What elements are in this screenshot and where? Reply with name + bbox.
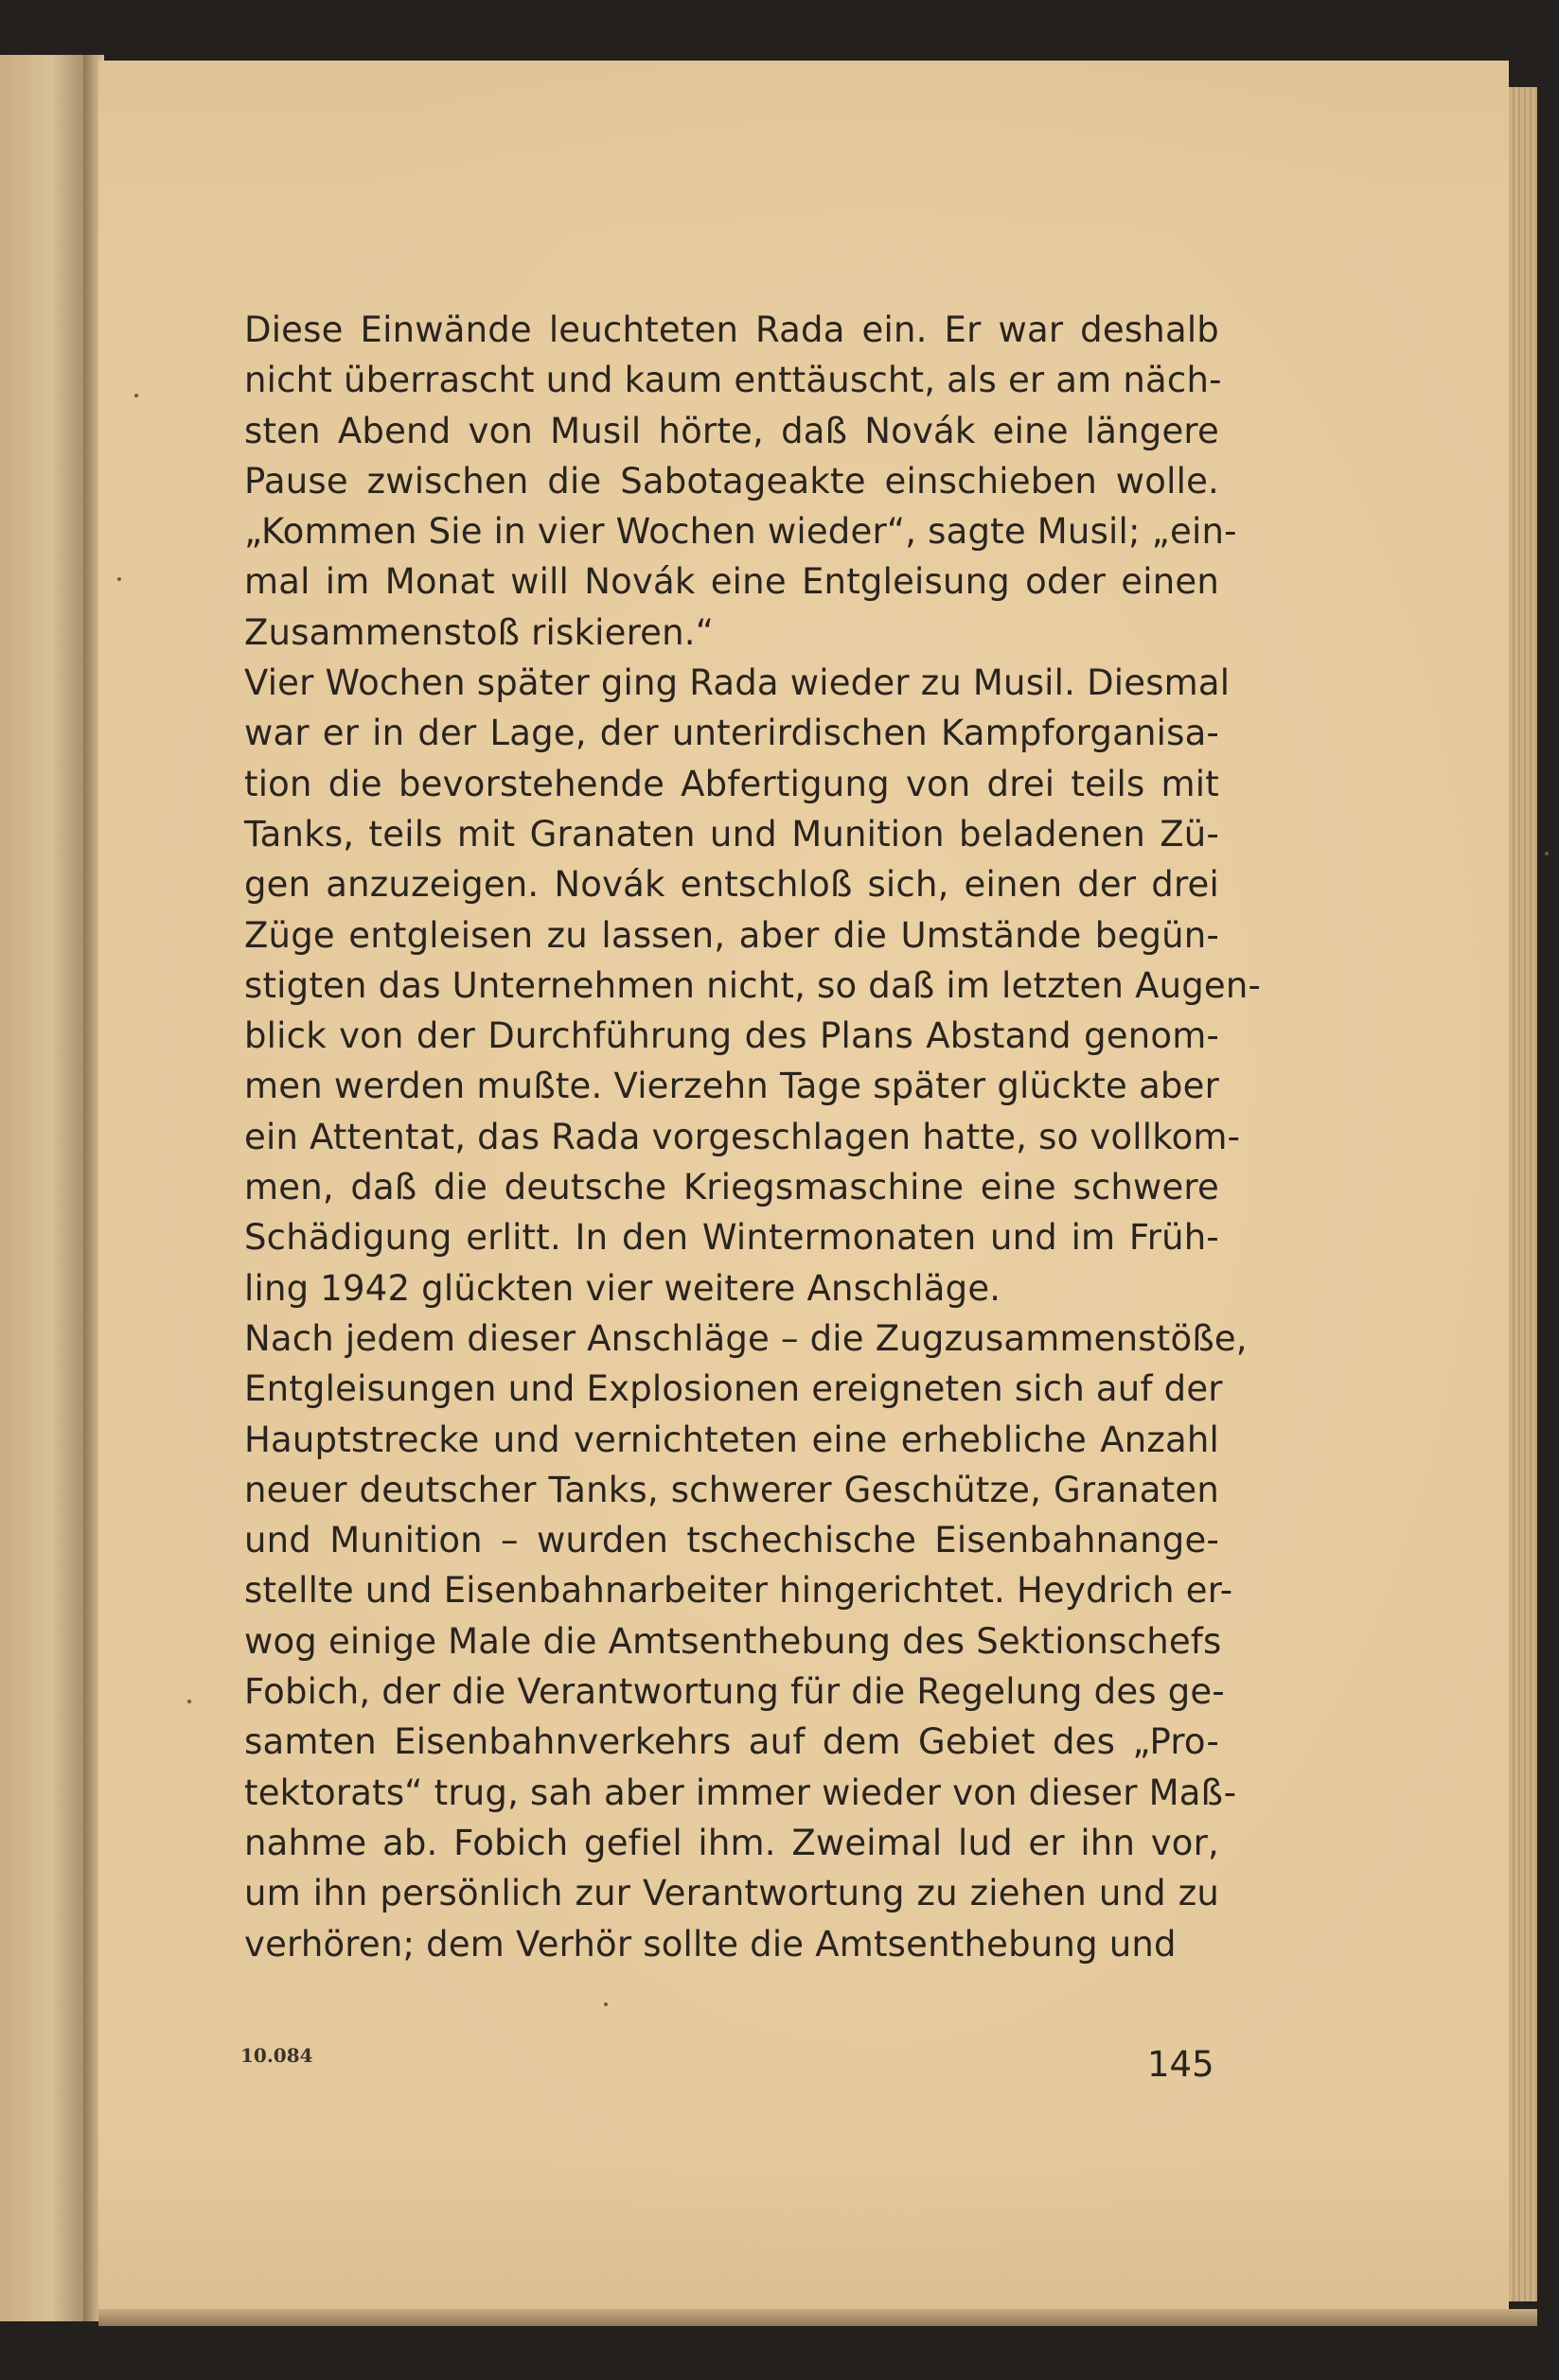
text-line: Hauptstrecke und vernichteten eine erhebliche Anzahl xyxy=(244,1419,1219,1460)
paper-speck xyxy=(134,394,138,397)
left-page-edge xyxy=(0,55,93,2321)
paper-speck xyxy=(187,1700,191,1703)
text-line: tion die bevorstehende Abfertigung von drei teils mit xyxy=(244,763,1219,804)
text-line: Diese Einwände leuchteten Rada ein. Er war deshalb xyxy=(244,309,1219,350)
text-line: nahme ab. Fobich gefiel ihm. Zweimal lud er ihn vor, xyxy=(244,1822,1219,1863)
text-line: Fobich, der die Verantwortung für die Regelung des ge- xyxy=(244,1671,1225,1713)
text-line: Züge entgleisen zu lassen, aber die Umstände begün- xyxy=(244,914,1219,956)
paper-speck xyxy=(117,577,121,581)
text-line: Nach jedem dieser Anschläge – die Zugzusammenstöße, xyxy=(244,1317,1248,1359)
text-line: Pause zwischen die Sabotageakte einschieben wolle. xyxy=(244,460,1219,502)
text-line: „Kommen Sie in vier Wochen wieder“, sagte Musil; „ein- xyxy=(244,511,1237,553)
text-line: blick von der Durchführung des Plans Abstand genom- xyxy=(244,1015,1219,1057)
text-line: Tanks, teils mit Granaten und Munition beladenen Zü- xyxy=(244,813,1219,855)
text-line: nicht überrascht und kaum enttäuscht, als er am näch- xyxy=(244,360,1222,401)
text-line: samten Eisenbahnverkehrs auf dem Gebiet des „Pro- xyxy=(244,1721,1219,1763)
text-line: mal im Monat will Novák eine Entgleisung oder einen xyxy=(244,561,1219,603)
text-line: stigten das Unternehmen nicht, so daß im letzten Augen- xyxy=(244,964,1262,1006)
paper-speck xyxy=(604,2002,608,2006)
text-line: gen anzuzeigen. Novák entschloß sich, einen der drei xyxy=(244,864,1219,906)
page-number: 145 xyxy=(1147,2044,1214,2085)
text-line: war er in der Lage, der unterirdischen Kampforganisa- xyxy=(244,713,1219,754)
page-stack-edges xyxy=(1509,87,1537,2301)
printer-signature: 10.084 xyxy=(240,2044,313,2067)
paper-speck xyxy=(1545,852,1549,855)
text-line: men werden mußte. Vierzehn Tage später glückte aber xyxy=(244,1066,1219,1107)
text-line: Zusammenstoß riskieren.“ xyxy=(244,611,715,653)
text-line: ein Attentat, das Rada vorgeschlagen hatte, so vollkom- xyxy=(244,1116,1241,1157)
text-line: tektorats“ trug, sah aber immer wieder von dieser Maß- xyxy=(244,1772,1237,1813)
text-line: wog einige Male die Amtsenthebung des Sektionschefs xyxy=(244,1620,1222,1662)
page-bottom-edge xyxy=(98,2309,1537,2326)
body-text xyxy=(244,305,1262,1969)
text-line: stellte und Eisenbahnarbeiter hingerichtet. Heydrich er- xyxy=(244,1570,1233,1612)
text-line: sten Abend von Musil hörte, daß Novák eine längere xyxy=(244,410,1219,451)
text-line: men, daß die deutsche Kriegsmaschine eine schwere xyxy=(244,1167,1219,1208)
text-line: um ihn persönlich zur Verantwortung zu ziehen und zu xyxy=(244,1873,1219,1914)
text-line: Schädigung erlitt. In den Wintermonaten und im Früh- xyxy=(244,1217,1219,1259)
text-line: verhören; dem Verhör sollte die Amtsenthebung und xyxy=(244,1923,1177,1965)
text-line: Entgleisungen und Explosionen ereigneten sich auf der xyxy=(244,1368,1223,1410)
text-line: neuer deutscher Tanks, schwerer Geschütze, Granaten xyxy=(244,1469,1219,1510)
text-line: und Munition – wurden tschechische Eisenbahnange- xyxy=(244,1520,1219,1561)
text-line: ling 1942 glückten vier weitere Anschläge. xyxy=(244,1267,1001,1309)
text-line: Vier Wochen später ging Rada wieder zu Musil. Diesmal xyxy=(244,662,1231,704)
